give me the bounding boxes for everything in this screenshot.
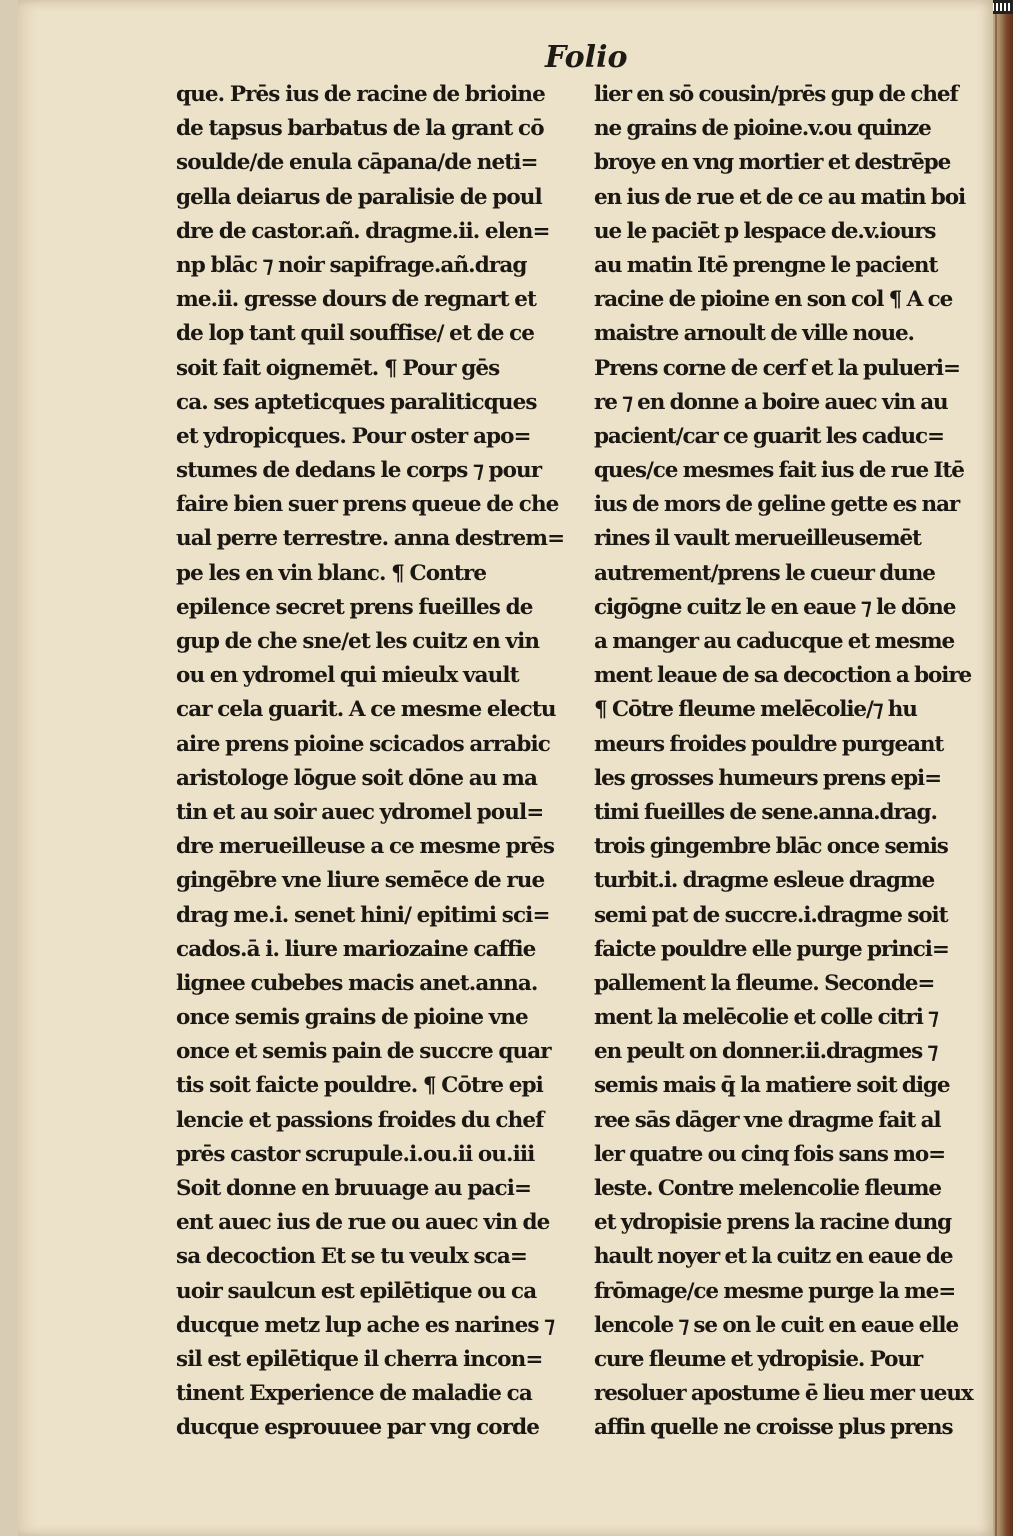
text-line: car cela guarit. A ce mesme electu	[176, 697, 556, 723]
text-line: cure fleume et ydropisie. Pour	[594, 1346, 923, 1372]
text-line: dre de castor.añ. dragme.ii. elen=	[176, 218, 550, 244]
text-line: leste. Contre melencolie fleume	[594, 1176, 941, 1201]
text-line: tin et au soir auec ydromel poul=	[176, 799, 544, 825]
text-line: les grosses humeurs prens epi=	[594, 765, 942, 791]
text-line: semi pat de succre.i.dragme soit	[594, 902, 948, 928]
text-line: Soit donne en bruuage au paci=	[176, 1176, 532, 1201]
text-line: prēs castor scrupule.i.ou.ii ou.iii	[176, 1141, 535, 1167]
text-line: Prens corne de cerf et la pulueri=	[594, 355, 960, 381]
text-line: broye en vng mortier et destrēpe	[594, 150, 951, 176]
text-line: ¶ Cōtre fleume melēcolie/⁊ hu	[594, 697, 917, 723]
text-line: a manger au caducque et mesme	[594, 629, 955, 654]
text-line: que. Prēs ius de racine de brioine	[176, 82, 545, 107]
text-line: pallement la fleume. Seconde=	[594, 970, 935, 996]
text-line: de tapsus barbatus de la grant cō	[176, 116, 544, 142]
text-line: et ydropicques. Pour oster apo=	[176, 423, 531, 449]
text-line: uoir saulcun est epilētique ou ca	[176, 1278, 537, 1304]
text-line: once semis grains de pioine vne	[176, 1005, 528, 1031]
text-line: gella deiarus de paralisie de poul	[176, 184, 542, 210]
text-line: ducque metz lup ache es narines ⁊	[176, 1312, 554, 1338]
text-line: re ⁊ en donne a boire auec vin au	[594, 389, 948, 415]
text-line: ment leaue de sa decoction a boire	[594, 663, 972, 689]
text-line: gingēbre vne liure semēce de rue	[176, 868, 545, 894]
text-line: trois gingembre blāc once semis	[594, 834, 948, 860]
text-line: ree sās dāger vne dragme fait al	[594, 1107, 941, 1133]
text-line: sil est epilētique il cherra incon=	[176, 1346, 543, 1372]
text-line: tinent Experience de maladie ca	[176, 1381, 532, 1407]
text-line: lencole ⁊ se on le cuit en eaue elle	[594, 1312, 959, 1338]
text-line: drag me.i. senet hini/ epitimi sci=	[176, 902, 550, 928]
text-line: ius de mors de geline gette es nar	[594, 492, 960, 518]
left-text-column	[176, 78, 576, 1446]
text-line: soit fait oignemēt. ¶ Pour gēs	[176, 355, 500, 381]
text-line: gup de che sne/et les cuitz en vin	[176, 629, 540, 654]
text-line: cados.ā i. liure mariozaine caffie	[176, 936, 536, 962]
text-line: tis soit faicte pouldre. ¶ Cōtre epi	[176, 1073, 543, 1099]
text-line: ual perre terrestre. anna destrem=	[176, 526, 565, 552]
text-line: sa decoction Et se tu veulx sca=	[176, 1244, 528, 1270]
book-edge	[991, 0, 1013, 1536]
text-line: dre merueilleuse a ce mesme prēs	[176, 834, 555, 860]
text-line: en peult on donner.ii.dragmes ⁊	[594, 1039, 938, 1065]
text-line: epilence secret prens fueilles de	[176, 594, 533, 620]
text-line: de lop tant quil souffise/ et de ce	[176, 321, 535, 347]
text-line: ne grains de pioine.v.ou quinze	[594, 116, 931, 142]
text-line: autrement/prens le cueur dune	[594, 560, 935, 586]
text-line: racine de pioine en son col ¶ A ce	[594, 287, 953, 313]
text-line: faicte pouldre elle purge princi=	[594, 936, 949, 962]
text-line: frōmage/ce mesme purge la me=	[594, 1278, 956, 1304]
text-line: au matin Itē prengne le pacient	[594, 252, 938, 278]
text-line: ler quatre ou cinq fois sans mo=	[594, 1141, 946, 1167]
text-line: me.ii. gresse dours de regnart et	[176, 287, 537, 313]
text-line: semis mais q̄ la matiere soit dige	[594, 1073, 950, 1099]
text-line: cigōgne cuitz le en eaue ⁊ le dōne	[594, 594, 956, 620]
text-line: ue le paciēt p lespace de.v.iours	[594, 218, 936, 244]
text-line: faire bien suer prens queue de che	[176, 492, 559, 518]
text-line: resoluer apostume ē lieu mer ueux	[594, 1381, 973, 1407]
text-line: once et semis pain de succre quar	[176, 1039, 551, 1065]
text-line: soulde/de enula cāpana/de neti=	[176, 150, 538, 176]
right-text-column	[594, 78, 979, 1446]
text-line: pacient/car ce guarit les caduc=	[594, 423, 944, 449]
text-line: np blāc ⁊ noir sapifrage.añ.drag	[176, 252, 527, 278]
text-line: ou en ydromel qui mieulx vault	[176, 663, 519, 689]
text-line: lencie et passions froides du chef	[176, 1107, 544, 1133]
text-line: aristologe lōgue soit dōne au ma	[176, 765, 537, 791]
text-line: ment la melēcolie et colle citri ⁊	[594, 1005, 938, 1031]
text-line: ca. ses apteticques paraliticques	[176, 389, 537, 415]
text-line: maistre arnoult de ville noue.	[594, 321, 914, 347]
text-line: meurs froides pouldre purgeant	[594, 731, 944, 757]
text-line: affin quelle ne croisse plus prens	[594, 1415, 953, 1441]
text-line: et ydropisie prens la racine dung	[594, 1210, 952, 1236]
text-line: ducque esprouuee par vng corde	[176, 1415, 540, 1441]
text-line: turbit.i. dragme esleue dragme	[594, 868, 935, 894]
text-line: pe les en vin blanc. ¶ Contre	[176, 560, 487, 586]
text-line: ques/ce mesmes fait ius de rue Itē	[594, 458, 964, 484]
text-line: en ius de rue et de ce au matin boi	[594, 184, 966, 210]
text-line: timi fueilles de sene.anna.drag.	[594, 799, 937, 825]
text-line: rines il vault merueilleusemēt	[594, 526, 921, 552]
text-line: stumes de dedans le corps ⁊ pour	[176, 458, 542, 484]
text-line: lier en sō cousin/prēs gup de chef	[594, 82, 958, 107]
text-line: ent auec ius de rue ou auec vin de	[176, 1210, 550, 1236]
text-line: aire prens pioine scicados arrabic	[176, 731, 550, 757]
text-line: hault noyer et la cuitz en eaue de	[594, 1244, 953, 1270]
folio-header: Folio	[545, 40, 628, 75]
text-line: lignee cubebes macis anet.anna.	[176, 970, 538, 996]
